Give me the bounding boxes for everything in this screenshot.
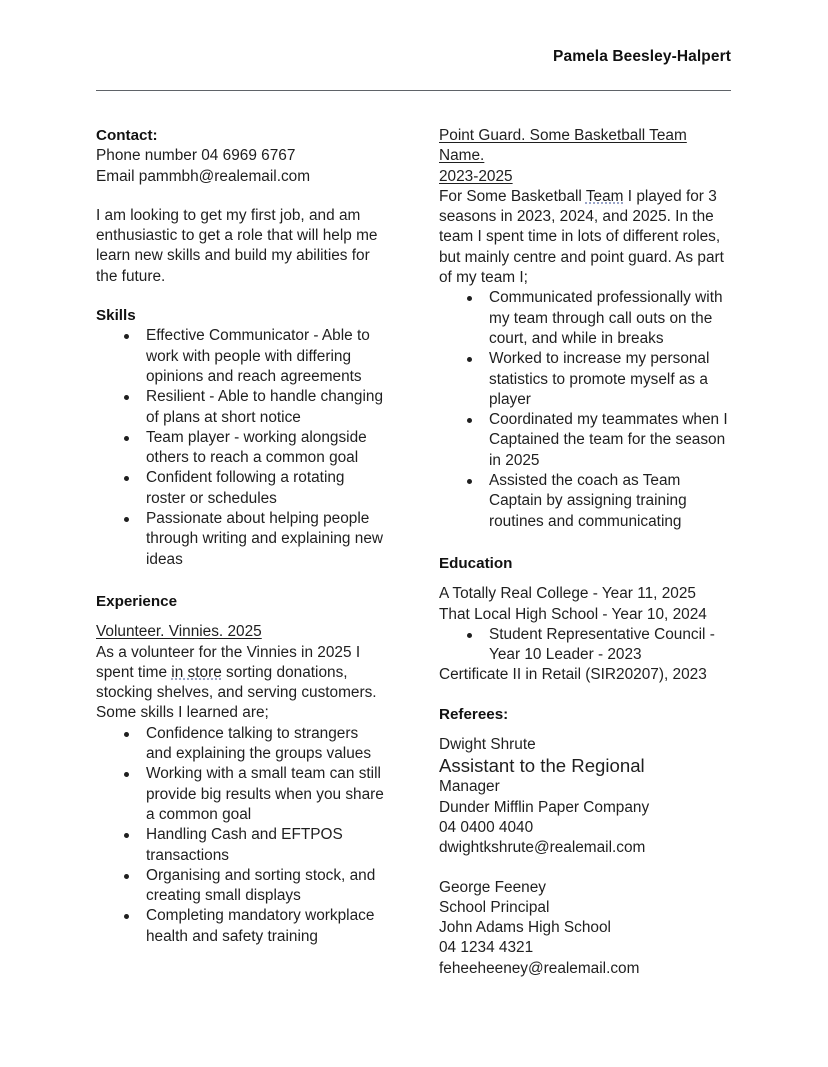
experience-description [96, 643, 387, 724]
spacer [96, 287, 387, 306]
education-heading: Education [439, 554, 513, 572]
skills-list [96, 326, 387, 570]
spacer [96, 570, 387, 592]
list-item: Team player - working alongside others to reach a common goal [146, 428, 387, 469]
grammar-flagged-word: Team [585, 187, 624, 205]
referee-entry [439, 878, 731, 979]
education-entry-highschool: That Local High School - Year 10, 2024 [439, 605, 707, 623]
contact-email: Email pammbh@realemail.com [96, 167, 311, 185]
list-item: Worked to increase my personal statistics to promote myself as a player [489, 349, 731, 410]
referees-section [439, 705, 731, 979]
spacer [96, 612, 387, 622]
list-item: Working with a small team can still provide big results when you share a common goal [146, 764, 387, 825]
list-item: Assisted the coach as Team Captain by assigning training routines and communicating [489, 471, 731, 532]
candidate-name: Pamela Beesley-Halpert [553, 48, 731, 65]
education-sub-list [439, 625, 731, 666]
referee-email: feheeheeney@realemail.com [439, 959, 640, 977]
document-header [96, 48, 731, 99]
referee-title-continued: Manager [439, 778, 500, 796]
spacer [439, 725, 731, 735]
basketball-role-title-line1: Point Guard. Some Basketball Team Name. [439, 127, 687, 165]
list-item: Student Representative Council - Year 10 Leader - 2023 [489, 625, 731, 666]
body-columns [96, 126, 731, 979]
referee-entry [439, 735, 731, 858]
skills-heading: Skills [96, 307, 136, 325]
skills-section [96, 306, 387, 570]
experience-description-text-a: As a volunteer for the Vinnies in 2025 I spent time [96, 643, 361, 681]
list-item: Passionate about helping people through writing and explaining new ideas [146, 509, 387, 570]
grammar-flagged-phrase: in store [171, 663, 222, 681]
basketball-list [439, 288, 731, 532]
experience-section [96, 592, 387, 947]
summary-paragraph: I am looking to get my first job, and am enthusiastic to get a role that will help me learn new skills and build my abilities for the future. [96, 206, 378, 285]
referee-name: George Feeney [439, 878, 546, 896]
referee-phone: 04 0400 4040 [439, 818, 534, 836]
education-entry-certificate: Certificate II in Retail (SIR20207), 2023 [439, 666, 707, 684]
referee-organisation: John Adams High School [439, 919, 611, 937]
education-section [439, 554, 731, 686]
basketball-description [439, 187, 731, 288]
contact-heading: Contact: [96, 127, 158, 144]
spacer [439, 686, 731, 705]
referee-email: dwightkshrute@realemail.com [439, 839, 646, 857]
referee-title-emphasis: Assistant to the Regional [439, 755, 645, 777]
experience-role-title: Volunteer. Vinnies. 2025 [96, 623, 262, 641]
list-item: Confident following a rotating roster or schedules [146, 468, 387, 509]
list-item: Effective Communicator - Able to work with people with differing opinions and reach agreements [146, 326, 387, 387]
experience-list [96, 724, 387, 947]
basketball-description-text-a: For Some Basketball [439, 187, 586, 205]
spacer [439, 532, 731, 554]
list-item: Confidence talking to strangers and explaining the groups values [146, 724, 387, 765]
contact-phone: Phone number 04 6969 6767 [96, 147, 296, 165]
experience-description-text-b: sorting donations, stocking shelves, and serving customers. Some skills I learned are; [96, 663, 377, 722]
spacer [439, 574, 731, 584]
left-column [96, 126, 387, 947]
right-column [439, 126, 731, 979]
spacer [439, 859, 731, 878]
list-item: Completing mandatory workplace health and safety training [146, 906, 387, 947]
basketball-section [439, 126, 731, 532]
referee-organisation: Dunder Mifflin Paper Company [439, 798, 650, 816]
spacer [96, 187, 387, 206]
contact-section [96, 126, 387, 187]
referees-heading: Referees: [439, 705, 509, 723]
list-item: Coordinated my teammates when I Captained the team for the season in 2025 [489, 410, 731, 471]
education-entry-college: A Totally Real College - Year 11, 2025 [439, 585, 696, 603]
basketball-description-text-b: I played for 3 seasons in 2023, 2024, and 2025. In the team I spent time in lots of different roles, but mainly centre and point guard. As part of my team I; [439, 187, 724, 287]
experience-heading: Experience [96, 592, 178, 610]
referee-phone: 04 1234 4321 [439, 939, 534, 957]
header-divider [96, 90, 731, 91]
list-item: Resilient - Able to handle changing of plans at short notice [146, 387, 387, 428]
referee-title: School Principal [439, 898, 550, 916]
basketball-role-title-line2: 2023-2025 [439, 167, 513, 185]
list-item: Communicated professionally with my team through call outs on the court, and while in breaks [489, 288, 731, 349]
list-item: Organising and sorting stock, and creating small displays [146, 866, 387, 907]
list-item: Handling Cash and EFTPOS transactions [146, 825, 387, 866]
referee-name: Dwight Shrute [439, 736, 536, 754]
